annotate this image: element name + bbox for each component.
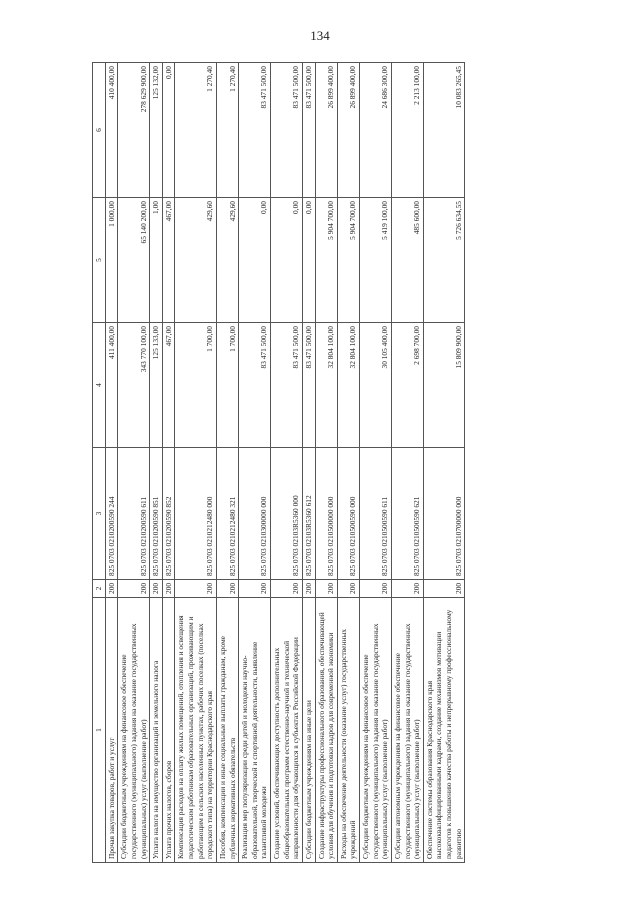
- budget-code-cell: 825 0703 0210500000 000: [315, 448, 337, 580]
- amount-col5-cell: 0,00: [239, 198, 271, 323]
- amount-col5-cell: 65 140 200,00: [118, 198, 150, 323]
- header-cell: 5: [93, 198, 106, 323]
- expense-name-cell: Расходы на обеспечение деятельности (оказание услуг) государственных учреждений: [337, 598, 359, 863]
- expense-name-cell: Субсидии бюджетным учреждениям на финансовое обеспечение государственного (муниципального) задания на оказание государственных (муниципальных) услуг (выполнение работ): [118, 598, 150, 863]
- amount-col6-cell: 1 270,40: [175, 63, 217, 198]
- budget-code-cell: 825 0703 0210500590 611: [360, 448, 392, 580]
- amount-col6-cell: 10 083 265,45: [423, 63, 465, 198]
- code-2-cell: 200: [175, 580, 217, 598]
- expense-name-cell: Компенсация расходов на оплату жилых помещений, отопления и освещения педагогическим работникам образовательных организаций, проживающим и работающим в сельских населенных пунктах, рабочих поселках (поселках городского типа) на территории Краснодарского края: [175, 598, 217, 863]
- budget-code-cell: 825 0703 0210200590 611: [118, 448, 150, 580]
- amount-col5-cell: 0,00: [302, 198, 315, 323]
- code-2-cell: 200: [105, 580, 118, 598]
- table-row: [105, 63, 118, 863]
- page-number: 134: [310, 28, 330, 43]
- budget-code-cell: 825 0703 02103R5360 000: [271, 448, 303, 580]
- amount-col5-cell: 467,00: [162, 198, 175, 323]
- amount-col5-cell: 1,00: [150, 198, 163, 323]
- amount-col6-cell: 410 400,00: [105, 63, 118, 198]
- amount-col6-cell: 83 471 500,00: [302, 63, 315, 198]
- amount-col4-cell: 467,00: [162, 323, 175, 448]
- amount-col5-cell: 429,60: [175, 198, 217, 323]
- header-cell: 6: [93, 63, 106, 198]
- header-cell: 3: [93, 448, 106, 580]
- amount-col6-cell: 2 213 100,00: [391, 63, 423, 198]
- table-row: [391, 63, 423, 863]
- table-row: [216, 63, 238, 863]
- amount-col4-cell: 32 804 100,00: [315, 323, 337, 448]
- amount-col6-cell: 83 471 500,00: [271, 63, 303, 198]
- table-row: [175, 63, 217, 863]
- amount-col5-cell: 5 904 700,00: [315, 198, 337, 323]
- amount-col5-cell: 429,60: [216, 198, 238, 323]
- code-2-cell: 200: [239, 580, 271, 598]
- table-row: [315, 63, 337, 863]
- amount-col6-cell: 0,00: [162, 63, 175, 198]
- amount-col5-cell: 5 726 634,55: [423, 198, 465, 323]
- table-header-row: [93, 63, 106, 863]
- budget-code-cell: 825 0703 0210700000 000: [423, 448, 465, 580]
- expense-name-cell: Реализация мер популяризации среди детей и молодежи научно-образовательной, творческой и спортивной деятельности, выявление талантливой молодежи: [239, 598, 271, 863]
- header-cell: 2: [93, 580, 106, 598]
- amount-col6-cell: 125 132,00: [150, 63, 163, 198]
- amount-col5-cell: 485 600,00: [391, 198, 423, 323]
- amount-col5-cell: 5 419 100,00: [360, 198, 392, 323]
- amount-col4-cell: 15 809 900,00: [423, 323, 465, 448]
- table-row: [162, 63, 175, 863]
- budget-table: [92, 62, 465, 863]
- header-cell: 4: [93, 323, 106, 448]
- amount-col5-cell: 1 000,00: [105, 198, 118, 323]
- table-row: [302, 63, 315, 863]
- amount-col5-cell: 5 904 700,00: [337, 198, 359, 323]
- header-cell: 1: [93, 598, 106, 863]
- code-2-cell: 200: [162, 580, 175, 598]
- amount-col4-cell: 343 770 100,00: [118, 323, 150, 448]
- amount-col4-cell: 2 698 700,00: [391, 323, 423, 448]
- budget-code-cell: 825 0703 0210500590 621: [391, 448, 423, 580]
- code-2-cell: 200: [360, 580, 392, 598]
- budget-code-cell: 825 0703 0210500590 000: [337, 448, 359, 580]
- amount-col6-cell: 1 270,40: [216, 63, 238, 198]
- budget-code-cell: 825 0703 0210212480 000: [175, 448, 217, 580]
- expense-name-cell: Создание инфраструктуры профессионального образования, обеспечивающей условия для обучения и подготовки кадров для современной экономики: [315, 598, 337, 863]
- table-row: [118, 63, 150, 863]
- expense-name-cell: Пособия, компенсации и иные социальные выплаты гражданам, кроме публичных нормативных обязательств: [216, 598, 238, 863]
- amount-col4-cell: 32 804 100,00: [337, 323, 359, 448]
- budget-code-cell: 825 0703 0210200590 852: [162, 448, 175, 580]
- table-row: [239, 63, 271, 863]
- amount-col4-cell: 1 700,00: [175, 323, 217, 448]
- amount-col4-cell: 1 700,00: [216, 323, 238, 448]
- amount-col6-cell: 24 686 300,00: [360, 63, 392, 198]
- table-row: [271, 63, 303, 863]
- table-body: [93, 63, 465, 863]
- code-2-cell: 200: [271, 580, 303, 598]
- budget-code-cell: 825 0703 0210300000 000: [239, 448, 271, 580]
- code-2-cell: 200: [337, 580, 359, 598]
- amount-col6-cell: 278 629 900,00: [118, 63, 150, 198]
- table-row: [337, 63, 359, 863]
- amount-col4-cell: 125 133,00: [150, 323, 163, 448]
- amount-col4-cell: 83 471 500,00: [239, 323, 271, 448]
- budget-code-cell: 825 0703 0210200590 851: [150, 448, 163, 580]
- amount-col4-cell: 83 471 500,00: [271, 323, 303, 448]
- rotated-table-frame: [92, 63, 524, 863]
- budget-code-cell: 825 0703 0210212480 321: [216, 448, 238, 580]
- code-2-cell: 200: [391, 580, 423, 598]
- amount-col5-cell: 0,00: [271, 198, 303, 323]
- budget-code-cell: 825 0703 0210200590 244: [105, 448, 118, 580]
- table-row: [423, 63, 465, 863]
- expense-name-cell: Субсидии автономным учреждениям на финансовое обеспечение государственного (муниципального) задания на оказание государственных (муниципальных) услуг (выполнение работ): [391, 598, 423, 863]
- amount-col4-cell: 30 105 400,00: [360, 323, 392, 448]
- expense-name-cell: Обеспечение системы образования Краснодарского края высококвалифицированными кадрами, создание механизмов мотивации педагогов к повышению качества работы и непрерывному профессиональному развитию: [423, 598, 465, 863]
- amount-col4-cell: 411 400,00: [105, 323, 118, 448]
- expense-name-cell: Прочая закупка товаров, работ и услуг: [105, 598, 118, 863]
- code-2-cell: 200: [216, 580, 238, 598]
- amount-col4-cell: 83 471 500,00: [302, 323, 315, 448]
- table-row: [150, 63, 163, 863]
- code-2-cell: 200: [315, 580, 337, 598]
- expense-name-cell: Субсидии бюджетным учреждениям на иные цели: [302, 598, 315, 863]
- code-2-cell: 200: [150, 580, 163, 598]
- amount-col6-cell: 26 899 400,00: [337, 63, 359, 198]
- code-2-cell: 200: [302, 580, 315, 598]
- expense-name-cell: Уплата налога на имущество организаций и земельного налога: [150, 598, 163, 863]
- expense-name-cell: Создание условий, обеспечивающих доступность дополнительных общеобразовательных программ естественно-научной и технической направленности для обучающихся в субъектах Российской Федерации: [271, 598, 303, 863]
- code-2-cell: 200: [423, 580, 465, 598]
- expense-name-cell: Уплата прочих налогов, сборов: [162, 598, 175, 863]
- amount-col6-cell: 26 899 400,00: [315, 63, 337, 198]
- amount-col6-cell: 83 471 500,00: [239, 63, 271, 198]
- table-row: [360, 63, 392, 863]
- expense-name-cell: Субсидии бюджетным учреждениям на финансовое обеспечение государственного (муниципального) задания на оказание государственных (муниципальных) услуг (выполнение работ): [360, 598, 392, 863]
- budget-code-cell: 825 0703 02103R5360 612: [302, 448, 315, 580]
- code-2-cell: 200: [118, 580, 150, 598]
